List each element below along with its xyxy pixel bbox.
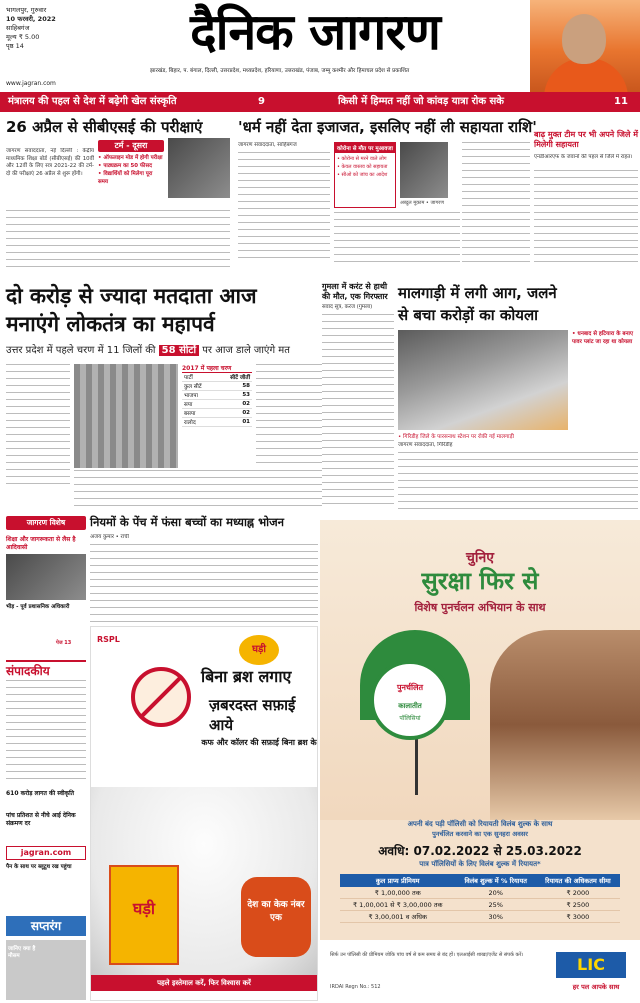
newspaper-title: दैनिक जागरण [190, 2, 440, 61]
lic-notice-line-1: अपनी बंद पड़ी पॉलिसी को रियायती विलंब शुल्क के साथ [407, 820, 553, 828]
religion-box-title: कोरोना से मौत पर मुआवजा [335, 143, 395, 153]
masthead [0, 0, 640, 92]
lic-headline-1: चुनिए [465, 550, 495, 566]
lic-table-cell: 25% [456, 899, 536, 911]
cbse-headline[interactable]: 26 अप्रैल से सीबीएसई की परीक्षाएं [6, 118, 203, 136]
elephant-headline[interactable]: गुमला में करंट से हाथी की मौत, एक गिरफ्तार [322, 282, 388, 301]
voters-row-value: 01 [215, 418, 252, 427]
religion-body: जागरण संवाददाता, साहिबगंज [238, 142, 297, 148]
lic-table-header: कुल प्राप्य प्रीमियम [340, 874, 456, 887]
voters-table [182, 364, 252, 427]
lic-table-title: पात्र पॉलिसियों के लिए विलंब शुल्क में रियायत* [419, 860, 541, 868]
lic-irdai: IRDAI Regn No.: 512 [330, 984, 381, 990]
ghadi-headline-1: बिना ब्रश लगाए [201, 667, 292, 686]
voters-subhead-pre: उत्तर प्रदेश में पहले चरण में 11 जिलों की [6, 345, 156, 356]
train-headline-2[interactable]: से बचा करोड़ों का कोयला [398, 306, 539, 324]
train-caption-2: स्टेशन पर रोकी गई मालगाड़ी [457, 434, 514, 440]
no-brush-icon [131, 667, 191, 727]
lic-table-cell: ₹ 2500 [536, 899, 620, 911]
voters-text-lines-3 [74, 470, 322, 510]
jagran-com-item[interactable]: पैन के साथ पर ब्लूटूथ रख पहुंचा [6, 864, 72, 870]
cbse-text-lines [6, 210, 230, 270]
lic-notice-mid: पुनर्चलित करवाने का एक सुनहरा अवसर [432, 830, 528, 838]
voters-row-label: रालोद [182, 418, 215, 427]
voters-table-col-seats: सीटें जीतीं [215, 373, 252, 382]
ghadi-headline-2: ज़बरदस्त सफ़ाई आये [209, 696, 296, 734]
voters-text-lines-2 [256, 364, 322, 464]
voters-headline-2[interactable]: मनाएंगे लोकतंत्र का महापर्व [6, 312, 215, 336]
sampadkiya-text-lines [6, 680, 86, 780]
left-col-item-1[interactable]: शिक्षा और जागरूकता से लैस है आदिवासी [6, 536, 76, 551]
lic-ad[interactable] [320, 520, 640, 1000]
left-col-photo [6, 554, 86, 600]
voters-row-label: कुल सीटें [182, 382, 215, 391]
edition-pages: पृष्ठ 14 [6, 42, 24, 50]
voters-table-col-party: पार्टी [182, 373, 215, 382]
edition-info [6, 6, 96, 51]
lic-table-cell: 20% [456, 887, 536, 899]
jagran-com-logo[interactable]: jagran.com [6, 846, 86, 860]
train-photo [398, 330, 568, 430]
lic-table-cell: ₹ 3000 [536, 911, 620, 923]
ghadi-logo: घड़ी [239, 635, 279, 665]
voters-headline-1[interactable]: दो करोड़ से ज्यादा मतदाता आज [6, 284, 257, 308]
saptrang-item[interactable]: जानिए क्या है मौसम [8, 946, 36, 959]
elephant-text-lines [322, 314, 394, 510]
religion-text-lines-3 [462, 142, 530, 262]
lic-headline-3: विशेष पुनर्चलन अभियान के साथ [414, 601, 546, 614]
flood-text-lines [534, 170, 638, 262]
lic-table-header: रियायत की अधिकतम सीमा [536, 874, 620, 887]
lic-table [340, 874, 620, 923]
lic-table-cell: ₹ 1,00,000 तक [340, 887, 456, 899]
train-byline: जागरण संवाददाता, गिरिडीह [398, 442, 453, 448]
voters-text-lines [6, 364, 70, 490]
voters-row-label: सपा [182, 400, 215, 409]
edition-day: भागलपुर, गुरुवार [6, 6, 47, 14]
cbse-body: जागरण संवाददाता, नई दिल्ली : केंद्रीय माध्यमिक शिक्षा बोर्ड (सीबीएसई) की 10वीं और 12वीं के लिए सत्र 2021-22 की टर्म-दो की परीक्षाएं 26 अप्रैल से शुरू होंगी। [6, 148, 94, 177]
flood-headline[interactable]: बाढ़ मुक्त टीम पर भी अपने जिले में मिलेगी सहायता [534, 130, 638, 149]
lic-table-cell: ₹ 1,00,001 से ₹ 3,00,000 तक [340, 899, 456, 911]
lic-table-cell: ₹ 3,00,001 व अधिक [340, 911, 456, 923]
cbse-photo [168, 138, 230, 198]
ghadi-badge-text: देश का केक नंबर एक [247, 900, 305, 923]
strip-right-page: 11 [614, 96, 628, 107]
edition-price: मूल्य ₹ 5.00 [6, 33, 40, 41]
voters-table-title: 2017 में पहला चरण [182, 364, 252, 373]
edition-date: 10 फरवरी, 2022 [6, 15, 56, 23]
lic-family-photo [490, 630, 640, 820]
voters-subhead-highlight: 58 सीटों [159, 345, 199, 356]
religion-box-item: • कोरोना से मरने वाले लोग [337, 156, 387, 162]
voters-photo [74, 364, 178, 468]
lic-headline-2: सुरक्षा फिर से [421, 567, 539, 595]
elephant-byline: संवाद सूत्र, करंज (गुमला) [322, 304, 373, 310]
ghadi-brand: RSPL [97, 635, 120, 644]
voters-row-value: 58 [215, 382, 252, 391]
children-headline[interactable]: नियमों के पेंच में फंसा बच्चों का मध्याह्न भोजन [90, 515, 285, 529]
website-link[interactable]: www.jagran.com [6, 80, 56, 87]
masthead-photo [530, 0, 640, 92]
cbse-note: • ऑफलाइन मोड में होगी परीक्षा [98, 155, 163, 161]
sampadkiya-heading: संपादकीय [6, 660, 86, 679]
saptrang-logo[interactable]: सप्तरंग [6, 916, 86, 936]
religion-caption: अब्दुल मुक़ाम • जागरण [400, 200, 444, 206]
train-caption [398, 432, 568, 440]
left-col-item-4[interactable]: पांच प्रतिशत से नीचे आई देनिक संक्रमण दर [6, 812, 76, 827]
left-col-item-2[interactable]: भीड़ - पूर्व प्रशासनिक अधिकारी [6, 604, 70, 610]
voters-row-label: बसपा [182, 409, 215, 418]
voters-row-value: 02 [215, 409, 252, 418]
lic-fine-print: सिर्फ उन पॉलिसी की प्रीमियम जोकि पांच वर्ष से कम समय से बंद हों। एलआईसी शाखा/एजेंट से संपर्क करें। [330, 952, 524, 958]
religion-photo [400, 142, 448, 198]
lic-badge-text-2: कालातीत [398, 702, 422, 710]
train-text-lines [398, 452, 638, 510]
edition-supplement: साहिबगंज [6, 24, 30, 32]
lic-badge-text-3: पॉलिसियां [399, 715, 421, 722]
lic-table-cell: ₹ 2000 [536, 887, 620, 899]
lic-logo[interactable]: LIC [556, 952, 626, 978]
children-text-lines [90, 544, 318, 622]
left-col-page-ref: पेज 13 [56, 640, 72, 646]
cbse-tag: टर्म - दूसरा [98, 140, 164, 152]
religion-box [334, 142, 396, 208]
lic-badge [370, 660, 450, 740]
religion-text-lines [238, 152, 330, 262]
voters-row-label: भाजपा [182, 391, 215, 400]
editions-line: झारखंड, बिहार, प. बंगाल, दिल्ली, उत्तरप्रदेश, मध्यप्रदेश, हरियाणा, उत्तराखंड, पंजाब, जम्मू कश्मीर और हिमाचल प्रदेश से प्रकाशित [150, 68, 410, 74]
voters-row-value: 53 [215, 391, 252, 400]
lic-slogan: हर पल आपके साथ [572, 983, 620, 991]
strip-right-text[interactable]: किसी में हिम्मत नहीं जो कांवड़ यात्रा रोक सके [338, 96, 504, 107]
cbse-note: • विद्यार्थियों को मिलेगा पूरा समय [98, 171, 153, 185]
lic-period: अवधि: 07.02.2022 से 25.03.2022 [378, 844, 582, 858]
strip-left-text[interactable]: मंत्रालय की पहल से देश में बढ़ेगी खेल संस्कृति [8, 96, 177, 107]
religion-headline[interactable]: 'धर्म नहीं देता इजाजत, इसलिए नहीं ली सहायता राशि' [238, 118, 537, 136]
religion-text-lines-2 [334, 212, 460, 262]
voters-row-value: 02 [215, 400, 252, 409]
lic-badge-text-1: पुनर्चलित [396, 683, 424, 692]
lic-table-header: विलंब शुल्क में % रियायत [456, 874, 536, 887]
index-strip [0, 92, 640, 112]
train-caption-1: • गिरिडीह जिले के पारसनाथ [398, 434, 456, 440]
ghadi-pack-label: घड़ी [132, 899, 156, 918]
cbse-note: • पाठ्यक्रम का 50 फीसद [98, 163, 152, 169]
ghadi-ad[interactable] [90, 626, 318, 1001]
voters-subhead-post: पर आज डाले जाएंगे मत [202, 345, 290, 356]
train-side-caption: • धनबाद से हटियारा के बनाए पावर प्लांट जा रहा था कोयला [572, 331, 634, 345]
lic-footer [320, 940, 640, 1000]
religion-box-item: • केवल वास्तव को सहायता [337, 164, 388, 170]
lic-notice [332, 820, 628, 858]
religion-box-item: • सीओ को जांच का आदेश [337, 172, 388, 178]
flood-body: एनडीआरएफ के जवानों की पहल से जिले में राहत। [534, 154, 633, 160]
ghadi-tagline: पहले इस्तेमाल करें, फिर विश्वास करें [91, 975, 317, 991]
ghadi-detergent-pack [109, 865, 179, 965]
children-byline: अजय कुमार • रांची [90, 534, 129, 540]
ghadi-headline-3: कफ और कॉलर की सफ़ाई बिना ब्रश के [201, 738, 317, 747]
cbse-notes [98, 154, 164, 186]
train-headline-1[interactable]: मालगाड़ी में लगी आग, जलने [398, 284, 557, 302]
jagran-special-tag: जागरण विशेष [6, 516, 86, 530]
left-col-item-3[interactable]: 610 करोड़ लागत की स्वीकृति [6, 790, 75, 797]
strip-left-page: 9 [258, 96, 265, 107]
lic-table-cell: 30% [456, 911, 536, 923]
ghadi-number-one-badge [241, 877, 311, 957]
